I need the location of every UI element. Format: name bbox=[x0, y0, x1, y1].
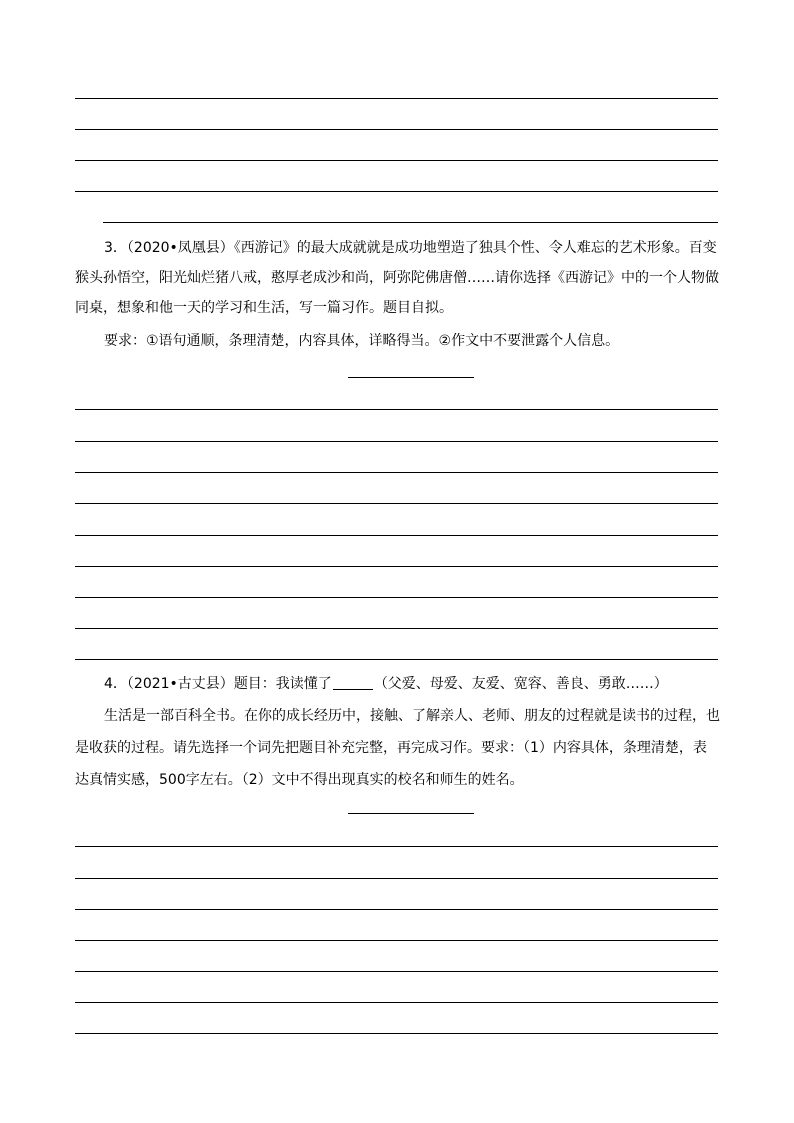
writing-line[interactable] bbox=[75, 160, 718, 161]
question-source: （2020•凤凰县） bbox=[126, 240, 234, 256]
question-4-line-2: 是收获的过程。请先选择一个词先把题目补充完整，再完成习作。要求：（1）内容具体，条理清楚，表 bbox=[75, 740, 707, 756]
question-source: （2021•古丈县） bbox=[126, 676, 234, 692]
question-number: 4． bbox=[104, 676, 127, 692]
writing-line[interactable] bbox=[75, 878, 718, 879]
question-3-requirements: 要求：①语句通顺，条理清楚，内容具体，详略得当。②作文中不要泄露个人信息。 bbox=[104, 333, 620, 349]
question-3-line-1 bbox=[104, 238, 754, 258]
writing-line[interactable] bbox=[75, 909, 718, 910]
title-blank[interactable] bbox=[348, 377, 474, 378]
question-4-title-line bbox=[104, 674, 754, 694]
writing-line[interactable] bbox=[75, 659, 718, 660]
writing-line[interactable] bbox=[75, 566, 718, 567]
question-4-line-1: 生活是一部百科全书。在你的成长经历中，接触、了解亲人、老师、朋友的过程就是读书的过程，也 bbox=[104, 708, 720, 724]
writing-line[interactable] bbox=[75, 597, 718, 598]
writing-line[interactable] bbox=[75, 846, 718, 847]
writing-line[interactable] bbox=[75, 535, 718, 536]
question-number: 3． bbox=[104, 240, 127, 256]
writing-line[interactable] bbox=[75, 1002, 718, 1003]
writing-line[interactable] bbox=[103, 222, 718, 223]
writing-line[interactable] bbox=[75, 971, 718, 972]
question-text: 《西游记》的最大成就就是成功地塑造了独具个性、令人难忘的艺术形象。百变 bbox=[233, 240, 717, 256]
writing-line[interactable] bbox=[75, 441, 718, 442]
question-3-line-2: 猴头孙悟空，阳光灿烂猪八戒，憨厚老成沙和尚，阿弥陀佛唐僧……请你选择《西游记》中的一个人物做 bbox=[75, 270, 719, 286]
writing-line[interactable] bbox=[75, 129, 718, 130]
title-blank[interactable] bbox=[348, 813, 474, 814]
writing-line[interactable] bbox=[75, 503, 718, 504]
question-4-line-3: 达真情实感，500字左右。（2）文中不得出现真实的校名和师生的姓名。 bbox=[75, 772, 524, 788]
writing-line[interactable] bbox=[75, 98, 718, 99]
question-title-options: （父爱、母爱、友爱、宽容、善良、勇敢……） bbox=[373, 676, 668, 692]
writing-line[interactable] bbox=[75, 191, 718, 192]
title-fill-blank[interactable] bbox=[333, 675, 373, 690]
writing-line[interactable] bbox=[75, 1033, 718, 1034]
writing-line[interactable] bbox=[75, 940, 718, 941]
question-3-line-3: 同桌，想象和他一天的学习和生活，写一篇习作。题目自拟。 bbox=[75, 300, 453, 316]
writing-line[interactable] bbox=[75, 472, 718, 473]
writing-line[interactable] bbox=[75, 409, 718, 410]
question-title-prefix: 题目：我读懂了 bbox=[233, 676, 332, 692]
writing-line[interactable] bbox=[75, 628, 718, 629]
